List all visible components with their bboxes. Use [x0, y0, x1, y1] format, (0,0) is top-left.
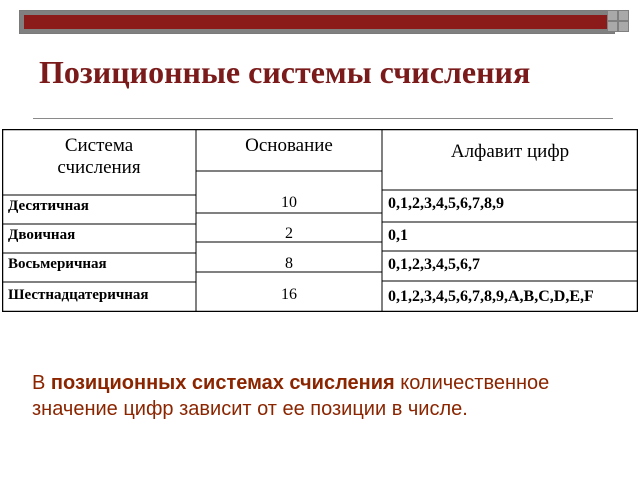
note-prefix: В	[32, 372, 51, 394]
title-divider	[33, 118, 613, 119]
row-base-decimal: 10	[281, 194, 297, 211]
row-system-decimal: Десятичная	[8, 198, 89, 214]
row-alphabet-hexadecimal: 0,1,2,3,4,5,6,7,8,9,A,B,C,D,E,F	[388, 288, 594, 305]
decorative-square	[618, 10, 629, 21]
decorative-square	[607, 10, 618, 21]
row-base-octal: 8	[285, 255, 293, 272]
row-alphabet-octal: 0,1,2,3,4,5,6,7	[388, 256, 480, 273]
header-system-line1: Система	[64, 135, 134, 156]
top-bar-frame	[19, 10, 615, 34]
row-base-binary: 2	[285, 225, 293, 242]
row-alphabet-binary: 0,1	[388, 227, 408, 244]
row-alphabet-decimal: 0,1,2,3,4,5,6,7,8,9	[388, 195, 504, 212]
row-system-octal: Восьмеричная	[8, 256, 107, 272]
header-alphabet: Алфавит цифр	[450, 141, 570, 162]
row-base-hexadecimal: 16	[281, 286, 297, 303]
row-system-binary: Двоичная	[8, 227, 76, 243]
page-title: Позиционные системы счисления	[39, 54, 531, 90]
top-bar-accent	[24, 15, 610, 29]
decorative-squares	[603, 10, 629, 34]
note-suffix: количественное значение цифр зависит от ее позиции в числе.	[32, 372, 550, 420]
decorative-square	[618, 21, 629, 32]
header-base: Основание	[245, 135, 333, 156]
definition-note	[32, 370, 622, 422]
header-system-line2: счисления	[57, 156, 141, 178]
note-bold-term: позиционных системах счисления	[50, 372, 395, 394]
row-system-hexadecimal: Шестнадцатеричная	[8, 287, 149, 303]
number-systems-table	[2, 129, 638, 312]
header-system	[2, 135, 196, 179]
decorative-square	[607, 21, 618, 32]
decorative-top-bar	[19, 10, 615, 34]
